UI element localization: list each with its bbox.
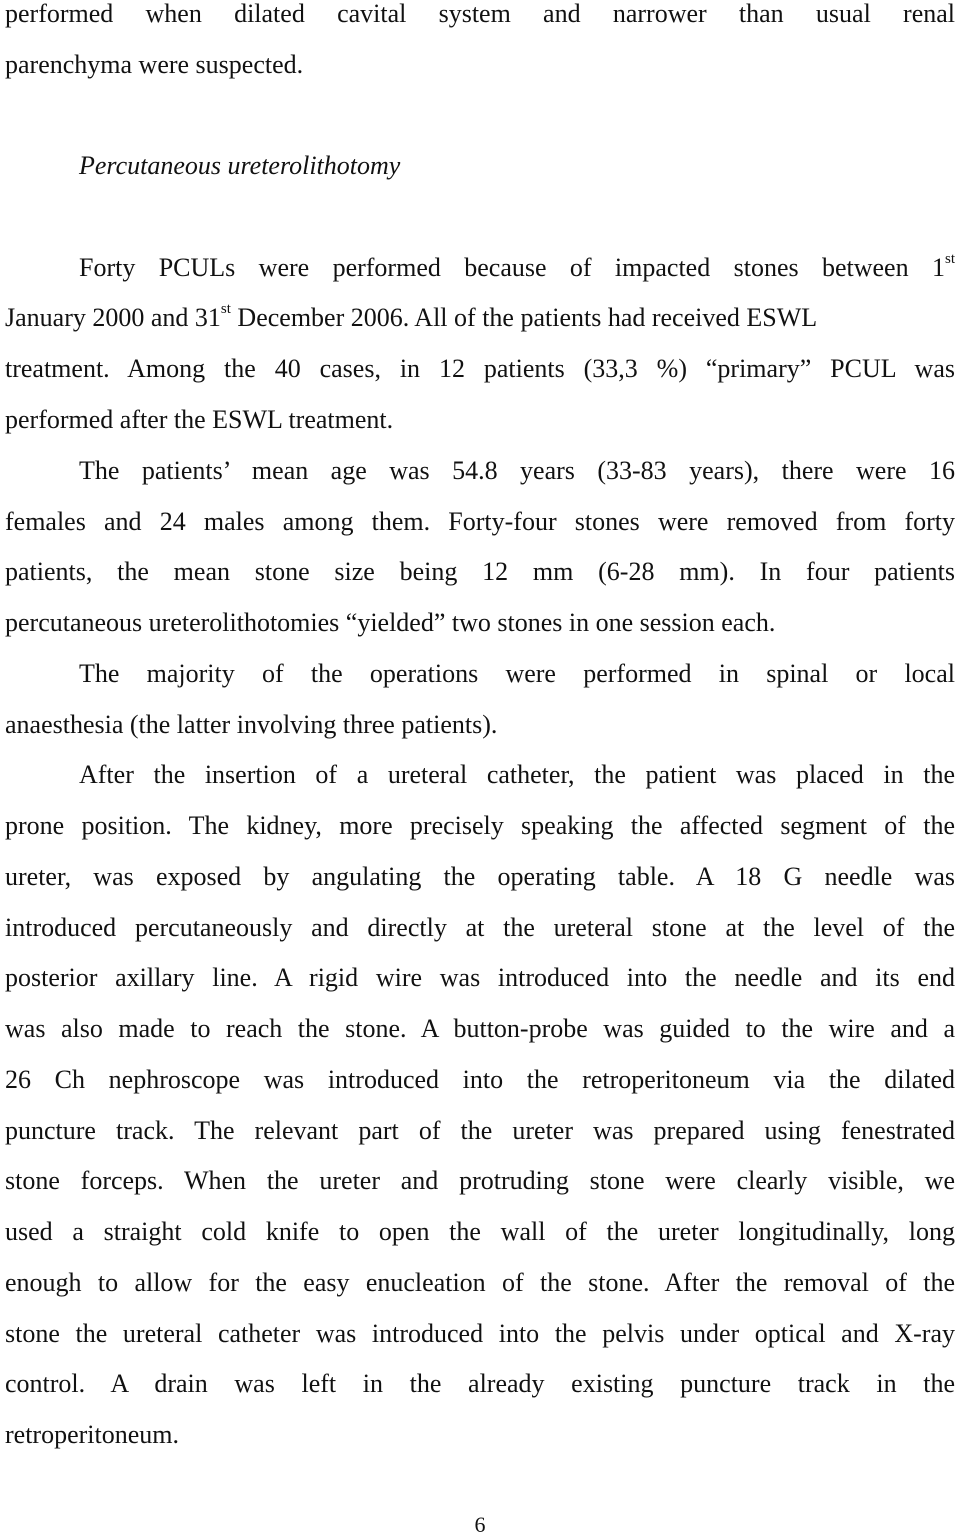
text-line: percutaneous ureterolithotomies “yielded” two stones in one session each. bbox=[5, 608, 776, 637]
text-line: patients, the mean stone size being 12 mm (6-28 mm). In four patients bbox=[5, 557, 955, 586]
text-line: parenchyma were suspected. bbox=[5, 50, 304, 79]
section-heading: Percutaneous ureterolithotomy bbox=[79, 151, 401, 180]
text-line: was also made to reach the stone. A button-probe was guided to the wire and a bbox=[5, 1014, 955, 1043]
text-line: introduced percutaneously and directly at the ureteral stone at the level of the bbox=[5, 913, 955, 942]
text-line: used a straight cold knife to open the wall of the ureter longitudinally, long bbox=[5, 1217, 955, 1246]
superscript: st bbox=[944, 251, 955, 268]
text-line: After the insertion of a ureteral catheter, the patient was placed in the bbox=[79, 760, 955, 789]
text-line: 26 Ch nephroscope was introduced into the retroperitoneum via the dilated bbox=[5, 1065, 955, 1094]
text-fragment: January 2000 and 31 bbox=[5, 303, 221, 332]
text-line: ureter, was exposed by angulating the operating table. A 18 G needle was bbox=[5, 862, 955, 891]
text-fragment: December 2006. All of the patients had received ESWL bbox=[230, 303, 818, 332]
text-line bbox=[79, 248, 955, 288]
text-line: The majority of the operations were performed in spinal or local bbox=[79, 659, 955, 688]
text-line: treatment. Among the 40 cases, in 12 patients (33,3 %) “primary” PCUL was bbox=[5, 354, 955, 383]
text-line: prone position. The kidney, more precisely speaking the affected segment of the bbox=[5, 811, 955, 840]
text-fragment: Forty PCULs were performed because of impacted stones between 1 bbox=[79, 253, 945, 282]
text-line: performed after the ESWL treatment. bbox=[5, 405, 394, 434]
text-line: performed when dilated cavital system and narrower than usual renal bbox=[5, 0, 955, 28]
superscript: st bbox=[220, 301, 231, 318]
text-line: females and 24 males among them. Forty-four stones were removed from forty bbox=[5, 507, 955, 536]
text-line bbox=[5, 298, 817, 338]
page-number: 6 bbox=[474, 1512, 486, 1537]
text-line: stone forceps. When the ureter and protruding stone were clearly visible, we bbox=[5, 1166, 955, 1195]
text-line: anaesthesia (the latter involving three patients). bbox=[5, 710, 498, 739]
text-line: posterior axillary line. A rigid wire was introduced into the needle and its end bbox=[5, 963, 955, 992]
text-line: retroperitoneum. bbox=[5, 1420, 179, 1449]
text-line: The patients’ mean age was 54.8 years (33-83 years), there were 16 bbox=[79, 456, 955, 485]
text-line: puncture track. The relevant part of the ureter was prepared using fenestrated bbox=[5, 1116, 955, 1145]
text-line: stone the ureteral catheter was introduced into the pelvis under optical and X-ray bbox=[5, 1319, 955, 1348]
text-line: enough to allow for the easy enucleation of the stone. After the removal of the bbox=[5, 1268, 955, 1297]
text-line: control. A drain was left in the already existing puncture track in the bbox=[5, 1369, 955, 1398]
